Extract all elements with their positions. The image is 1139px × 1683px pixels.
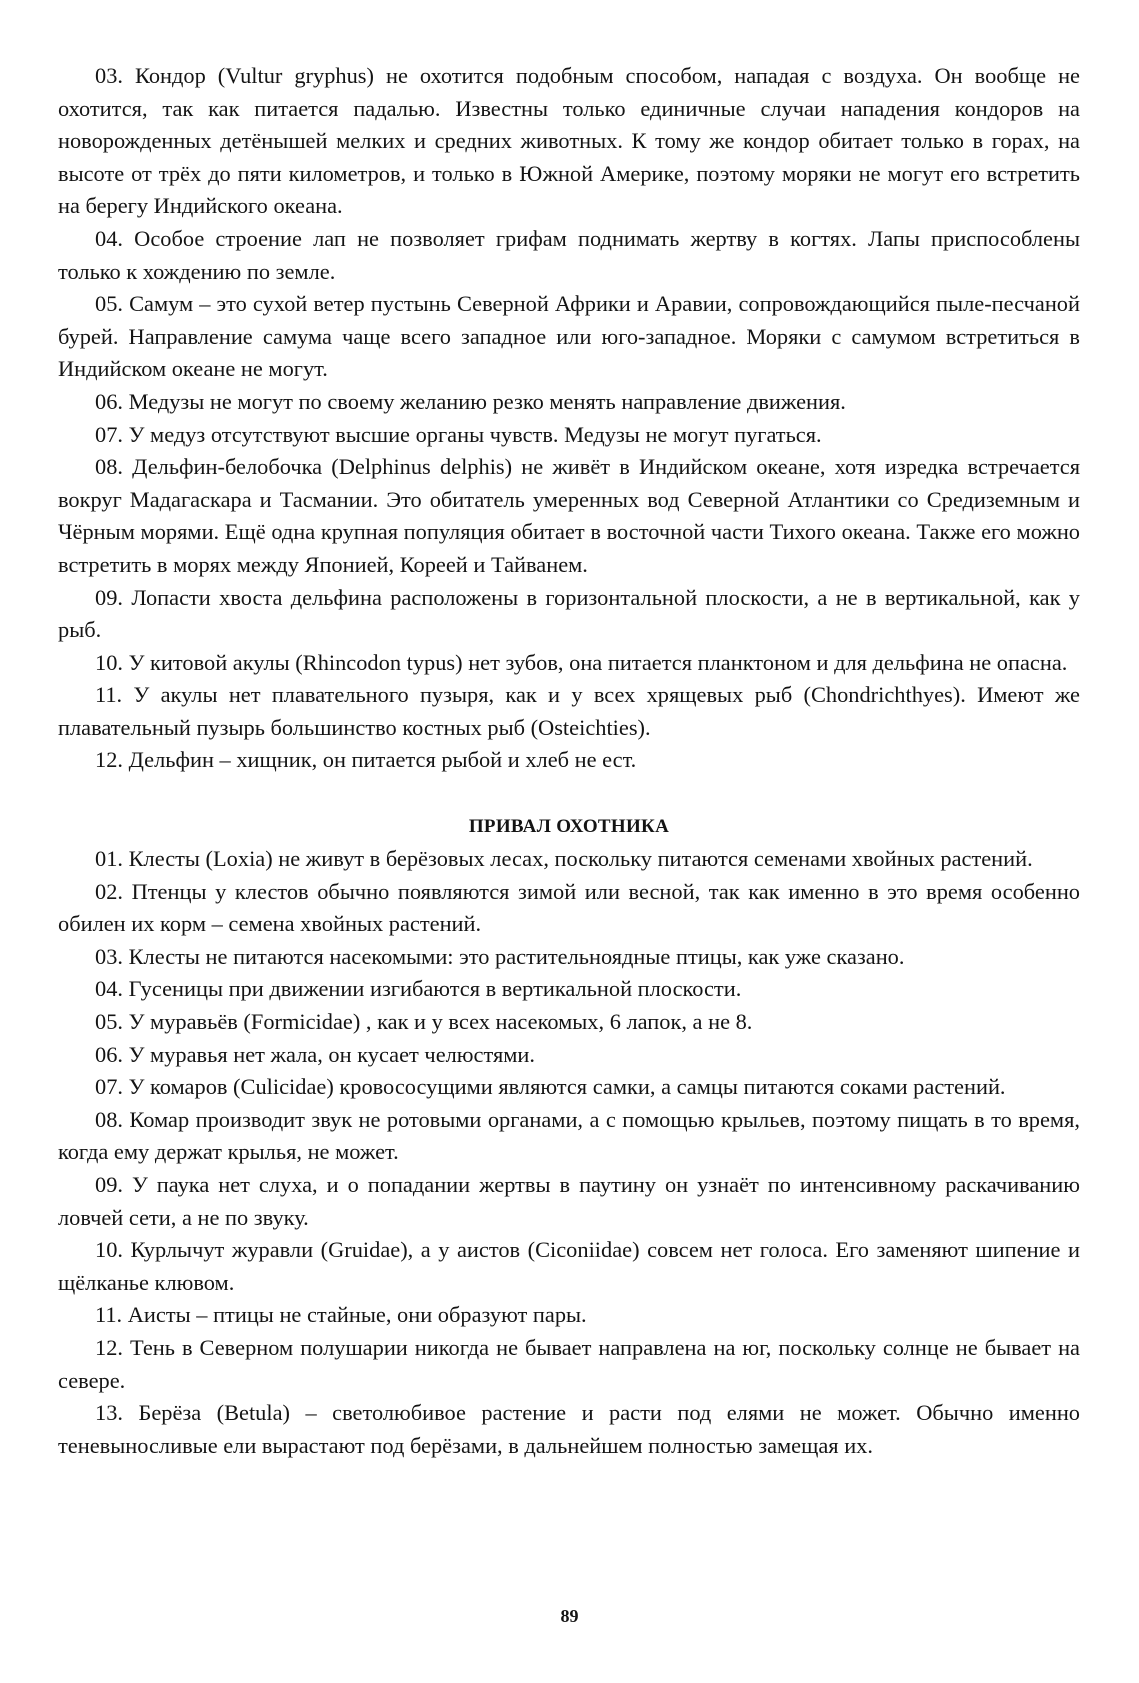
answer-paragraph: 04. Особое строение лап не позволяет грифам поднимать жертву в когтях. Лапы приспособлены только к хождению по земле. — [58, 225, 1080, 284]
answer-paragraph: 04. Гусеницы при движении изгибаются в вертикальной плоскости. — [95, 976, 742, 1002]
section-hunters-rest — [58, 811, 1080, 1462]
answer-paragraph: 11. Аисты – птицы не стайные, они образуют пары. — [95, 1302, 587, 1328]
answer-paragraph: 07. У медуз отсутствуют высшие органы чувств. Медузы не могут пугаться. — [95, 421, 822, 447]
answer-paragraph: 08. Дельфин-белобочка (Delphinus delphis) не живёт в Индийском океане, хотя изредка встречается вокруг Мадагаскара и Тасмании. Это обитатель умеренных вод Северной Атлантики со Средиземным и Чёрным морями. Ещё одна крупная популяция обитает в восточной части Тихого океана. Также его можно встретить в морях между Японией, Кореей и Тайванем. — [58, 454, 1080, 577]
answer-paragraph: 06. У муравья нет жала, он кусает челюстями. — [95, 1041, 536, 1067]
answer-paragraph: 01. Клесты (Loxia) не живут в берёзовых лесах, поскольку питаются семенами хвойных растений. — [95, 846, 1033, 872]
answer-paragraph: 08. Комар производит звук не ротовыми органами, а с помощью крыльев, поэтому пищать в то время, когда ему держат крылья, не может. — [58, 1106, 1080, 1165]
answer-paragraph: 03. Кондор (Vultur gryphus) не охотится подобным способом, нападая с воздуха. Он вообще не охотится, так как питается падалью. Известны только единичные случаи нападения кондоров на новорожденных детёнышей мелких и средних животных. К тому же кондор обитает только в горах, на высоте от трёх до пяти километров, и только в Южной Америке, поэтому моряки не могут его встретить на берегу Индийского океана. — [58, 63, 1080, 219]
answer-paragraph: 05. У муравьёв (Formicidae) , как и у всех насекомых, 6 лапок, а не 8. — [95, 1009, 753, 1035]
answer-paragraph: 09. Лопасти хвоста дельфина расположены в горизонтальной плоскости, а не в вертикальной, как у рыб. — [58, 584, 1080, 643]
answer-paragraph: 03. Клесты не питаются насекомыми: это растительноядные птицы, как уже сказано. — [95, 943, 905, 969]
answer-paragraph: 12. Тень в Северном полушарии никогда не бывает направлена на юг, поскольку солнце не бывает на севере. — [58, 1334, 1080, 1393]
page-number: 89 — [560, 1606, 579, 1626]
section-title: ПРИВАЛ ОХОТНИКА — [468, 816, 670, 838]
answer-paragraph: 13. Берёза (Betula) – светолюбивое растение и расти под елями не может. Обычно именно теневыносливые ели вырастают под берёзами, в дальнейшем полностью замещая их. — [58, 1400, 1080, 1458]
answer-paragraph: 07. У комаров (Culicidae) кровососущими являются самки, а самцы питаются соками растений. — [95, 1074, 1006, 1100]
answer-paragraph: 10. Курлычут журавли (Gruidae), а у аистов (Ciconiidae) совсем нет голоса. Его заменяют шипение и щёлканье клювом. — [58, 1237, 1080, 1295]
answer-paragraph: 12. Дельфин – хищник, он питается рыбой и хлеб не ест. — [95, 747, 637, 773]
document-page — [58, 60, 1080, 1462]
answer-paragraph: 11. У акулы нет плавательного пузыря, как и у всех хрящевых рыб (Chondrichthyes). Имеют же плавательный пузырь большинство костных рыб (Osteichties). — [58, 682, 1080, 740]
answer-paragraph: 05. Самум – это сухой ветер пустынь Северной Африки и Аравии, сопровождающийся пыле-песчаной бурей. Направление самума чаще всего западное или юго-западное. Моряки с самумом встретиться в Индийском океане не могут. — [58, 291, 1080, 382]
section-answers-sea — [58, 60, 1080, 777]
answer-paragraph: 09. У паука нет слуха, и о попадании жертвы в паутину он узнаёт по интенсивному раскачиванию ловчей сети, а не по звуку. — [58, 1172, 1080, 1230]
answer-paragraph: 02. Птенцы у клестов обычно появляются зимой или весной, так как именно в это время особенно обилен их корм – семена хвойных растений. — [58, 878, 1080, 937]
answer-paragraph: 10. У китовой акулы (Rhincodon typus) нет зубов, она питается планктоном и для дельфина не опасна. — [95, 649, 1068, 675]
answer-paragraph: 06. Медузы не могут по своему желанию резко менять направление движения. — [95, 388, 846, 414]
